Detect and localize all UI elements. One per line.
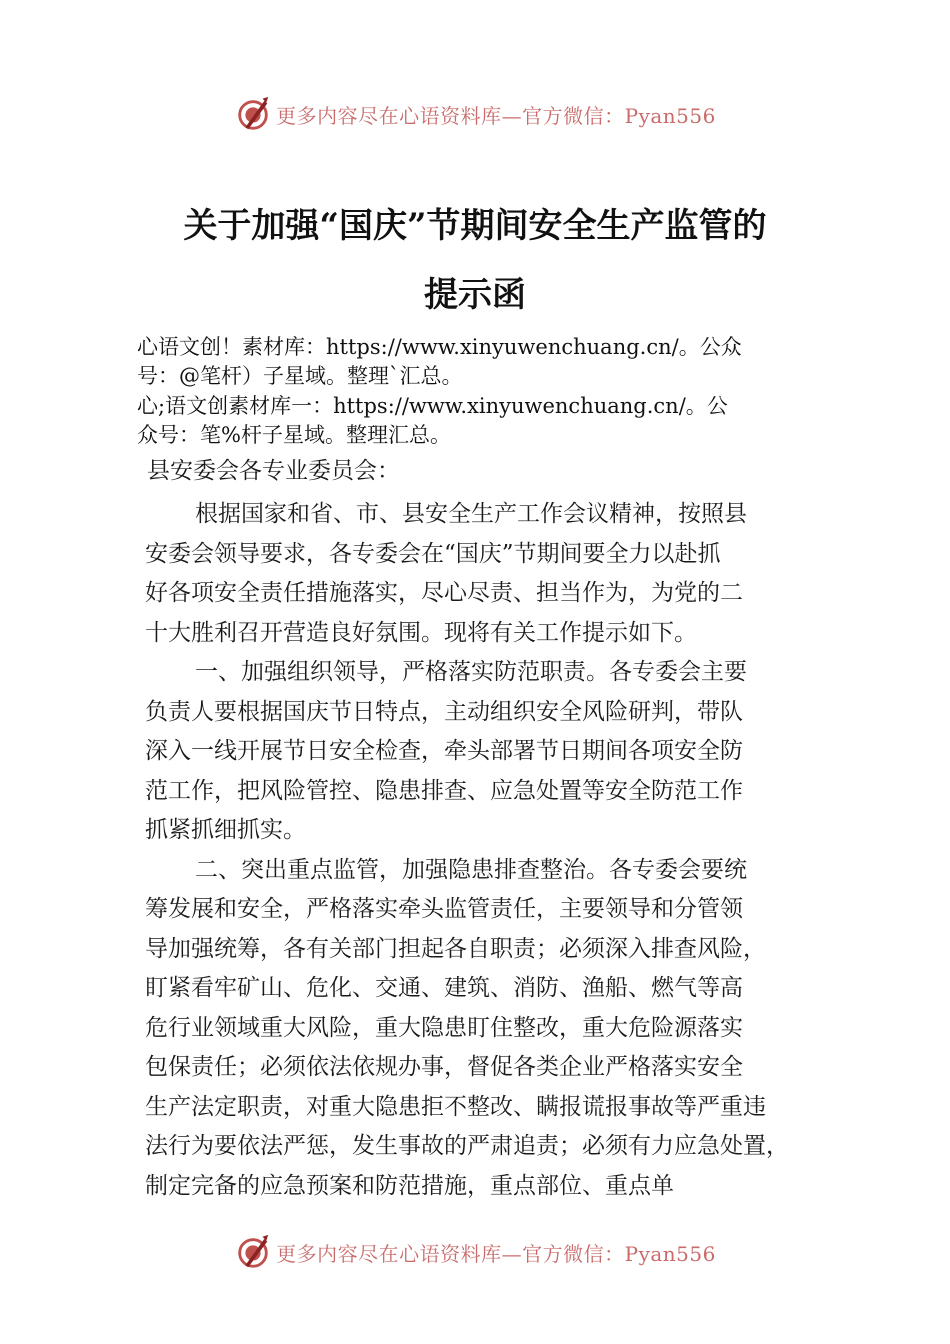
source-note-line: 号：@笔杆）子星域。整理`汇总。 [137,364,463,388]
banner-text: 更多内容尽在心语资料库—官方微信：Pyan556 [276,1241,716,1266]
source-note-line: 心语文创！素材库：https://www.xinyuwenchuang.cn/。公众 [137,335,742,359]
body-line: 导加强统筹，各有关部门担起各自职责；必须深入排查风险， [145,936,766,962]
body-line: 包保责任；必须依法依规办事，督促各类企业严格落实安全 [145,1054,743,1080]
body-line: 法行为要依法严惩，发生事故的严肃追责；必须有力应急处置， [145,1133,789,1159]
body-line: 好各项安全责任措施落实，尽心尽责、担当作为，为党的二 [145,580,743,606]
body-line: 二、突出重点监管，加强隐患排查整治。各专委会要统 [195,857,747,883]
body-line: 根据国家和省、市、县安全生产工作会议精神，按照县 [195,501,747,527]
salutation: 县安委会各专业委员会： [147,458,400,484]
quill-logo-icon [234,1233,272,1271]
body-line: 十大胜利召开营造良好氛围。现将有关工作提示如下。 [145,620,697,646]
document-title-line-2: 提示函 [424,275,526,315]
body-line: 深入一线开展节日安全检查，牵头部署节日期间各项安全防 [145,738,743,764]
source-note-line: 众号：笔%杆子星域。整理汇总。 [137,423,451,447]
footer-banner [0,1232,950,1272]
body-line: 制定完备的应急预案和防范措施，重点部位、重点单 [145,1173,674,1199]
quill-logo-icon [234,95,272,133]
banner-text: 更多内容尽在心语资料库—官方微信：Pyan556 [276,103,716,128]
body-line: 盯紧看牢矿山、危化、交通、建筑、消防、渔船、燃气等高 [145,975,743,1001]
body-line: 筹发展和安全，严格落实牵头监管责任，主要领导和分管领 [145,896,743,922]
body-line: 范工作，把风险管控、隐患排查、应急处置等安全防范工作 [145,778,743,804]
body-line: 一、加强组织领导，严格落实防范职责。各专委会主要 [195,659,747,685]
header-banner [0,94,950,134]
body-line: 负责人要根据国庆节日特点，主动组织安全风险研判，带队 [145,699,743,725]
body-line: 生产法定职责，对重大隐患拒不整改、瞒报谎报事故等严重违 [145,1094,766,1120]
body-line: 危行业领域重大风险，重大隐患盯住整改，重大危险源落实 [145,1015,743,1041]
body-line: 抓紧抓细抓实。 [145,817,306,843]
body-line: 安委会领导要求，各专委会在“国庆”节期间要全力以赴抓 [145,541,721,567]
source-note-line: 心;语文创素材库一：https://www.xinyuwenchuang.cn/。公 [137,394,728,418]
document-title-line-1: 关于加强“国庆”节期间安全生产监管的 [183,206,767,246]
